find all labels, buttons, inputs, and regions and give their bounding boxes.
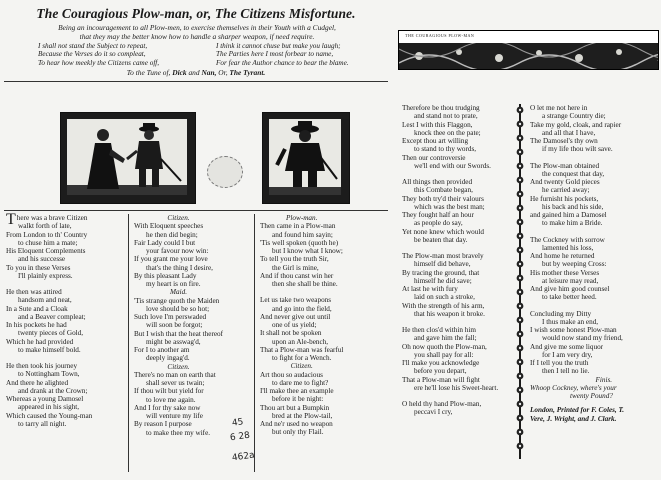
printer-imprint: London, Printed for F. Coles, T. xyxy=(530,406,625,415)
subtitle-line: that they may the better know how to handle a sharper weapon, if need require. xyxy=(79,31,315,41)
text-line: handsom and neat, xyxy=(18,296,72,305)
stanza xyxy=(402,400,498,417)
text-line: He then was attired xyxy=(6,288,62,296)
text-line: Yet none knew which would xyxy=(402,227,484,236)
text-line: I wish some honest Plow-man xyxy=(530,326,617,334)
text-line: That a Plow-man was fearful xyxy=(260,345,344,354)
text-line: might be asswag'd, xyxy=(146,337,201,346)
text-line: By tracing the ground, that xyxy=(402,268,480,277)
drop-cap: T xyxy=(6,211,16,228)
text-line: twenty pieces of Gold, xyxy=(18,329,84,338)
text-line: we'll end with our Swords. xyxy=(414,161,491,170)
text-line: love should be so hot; xyxy=(146,304,210,313)
intro-verse-right xyxy=(216,42,349,67)
text-line: then I tell no lie. xyxy=(542,367,590,376)
intro-verse-left xyxy=(38,42,159,67)
text-line: before it be night: xyxy=(272,395,324,404)
text-line: And give me some liquor xyxy=(530,342,604,351)
text-line: Which caused the Young-man xyxy=(6,411,93,420)
text-line: to stand to thy words, xyxy=(414,145,477,154)
stanza xyxy=(6,362,92,428)
text-line: They both try'd their valours xyxy=(402,194,484,203)
text-line: I thus make an end, xyxy=(542,317,599,326)
text-line: If you grant me your love xyxy=(134,255,208,264)
text-line: Thou art but a Bumpkin xyxy=(260,403,330,412)
subtitle-line: Being an incouragement to all Plow-men, to exercise themselves in their Youth with a Cudgel, xyxy=(58,23,336,32)
text-line: himself did behave, xyxy=(414,260,471,269)
stanza-gap xyxy=(402,244,498,252)
column-rule xyxy=(128,214,129,472)
text-line: as people do say, xyxy=(414,219,463,228)
woodcut-couple xyxy=(60,112,196,204)
text-line: Concluding my Ditty xyxy=(530,309,592,318)
text-line: They fought half an hour xyxy=(402,211,474,219)
text-line: and gave him the fall; xyxy=(414,334,477,343)
text-line: To tell you the truth Sir, xyxy=(260,255,329,264)
banner-caption-strip xyxy=(399,31,658,43)
text-line: The Plow-man most bravely xyxy=(402,252,484,260)
text-line: and go into the field, xyxy=(272,304,332,313)
text-line: and stand not to prate, xyxy=(414,112,478,121)
text-line: to take better heed. xyxy=(542,293,597,302)
text-line: his back and his side, xyxy=(542,202,604,211)
text-line: His mother these Verses xyxy=(530,268,600,277)
speaker-heading: Citizen. xyxy=(290,362,313,371)
stanza xyxy=(402,326,498,392)
text-line: And if thou canst win her xyxy=(260,271,334,280)
woodcut-frame xyxy=(67,119,187,195)
text-line: here was a brave Citizen xyxy=(16,214,88,222)
stanza xyxy=(530,162,624,228)
text-line: ere he'll lose his Sweet-heart. xyxy=(414,383,499,392)
text-line: From London to th' Country xyxy=(6,230,88,239)
tune-and: and xyxy=(188,68,200,77)
verse-line: For fear the Author chance to bear the blame. xyxy=(216,58,349,67)
text-column-2 xyxy=(134,214,223,437)
text-line: your favour now win: xyxy=(146,247,209,255)
text-line: But I wish that the heat thereof xyxy=(134,329,224,338)
text-line: but by weeping Cross: xyxy=(542,260,607,269)
woodcut-cavalier xyxy=(262,112,350,204)
text-line: In his pockets he had xyxy=(6,321,67,329)
tune-prefix: To the Tune of, xyxy=(126,68,171,77)
text-line: And I for thy sake now xyxy=(134,403,201,412)
tune-name-3: The Tyrant. xyxy=(229,68,266,77)
text-line: 'Tis well spoken (quoth he) xyxy=(260,238,339,247)
text-line: for I am very dry, xyxy=(542,350,593,359)
stanza xyxy=(530,236,624,302)
text-line: I'll plainly express. xyxy=(18,271,73,280)
text-line: The Plow-man obtained xyxy=(530,161,600,170)
stanza xyxy=(402,252,498,318)
text-line: at leisure may read, xyxy=(542,276,599,285)
handwritten-note: 45 xyxy=(231,417,245,429)
text-line: the conquest that day, xyxy=(542,169,605,178)
text-line: to tarry all night. xyxy=(18,419,67,428)
text-line: and all that I have, xyxy=(542,128,596,137)
text-line: laid on such a stroke, xyxy=(414,293,475,302)
text-line: then she shall be thine. xyxy=(272,280,338,288)
text-line: Then came in a Plow-man xyxy=(260,222,336,231)
text-line: that's the thing I desire, xyxy=(146,263,213,272)
tune-or: Or, xyxy=(218,68,228,77)
text-column-1 xyxy=(6,211,93,428)
text-line: be beaten that day. xyxy=(414,235,468,244)
verse-line: I think it cannot chuse but make you laugh; xyxy=(216,42,341,50)
ballad-subtitle xyxy=(12,24,382,41)
text-column-5 xyxy=(530,104,624,423)
text-line: before you depart, xyxy=(414,367,467,376)
stanza-gap xyxy=(530,228,624,236)
text-line: And twenty Gold pieces xyxy=(530,178,600,186)
body-rule xyxy=(4,210,388,211)
column-rule xyxy=(254,214,255,472)
left-page xyxy=(4,4,388,476)
text-line: he then did begin; xyxy=(146,230,198,239)
finis-mark: Finis. xyxy=(595,375,613,384)
text-line: that his weapon it broke. xyxy=(414,309,485,318)
text-line: O held thy hand Plow-man, xyxy=(402,400,482,408)
speaker-heading: Citizen. xyxy=(167,362,190,371)
text-line: to chuse him a mate; xyxy=(18,238,78,247)
text-line: knock thee on the pate; xyxy=(414,128,481,137)
text-line: to make himself bold. xyxy=(18,345,81,354)
text-line: And there he alighted xyxy=(6,378,69,387)
text-line: By this pleasant Lady xyxy=(134,271,197,280)
text-line: Which he had provided xyxy=(6,337,74,346)
text-line: Fair Lady could I but xyxy=(134,238,196,247)
woodcut-figures-icon xyxy=(67,119,187,195)
text-line: His Eloquent Complements xyxy=(6,247,86,255)
text-line: but only thy Flail. xyxy=(272,428,324,437)
text-line: Therefore be thou trudging xyxy=(402,104,480,112)
text-line: lamented his loss, xyxy=(542,243,594,252)
text-line: this Combate began, xyxy=(414,186,473,195)
ballad-title: The Couragious Plow-man, or, The Citizens Misfortune. xyxy=(36,6,356,21)
text-line: By reason I purpose xyxy=(134,420,192,429)
tune-name-1: Dick xyxy=(172,68,187,77)
text-line: my heart is on fire. xyxy=(146,280,201,288)
text-column-4 xyxy=(402,104,498,417)
stanza xyxy=(6,288,92,354)
woodcut-cavalier-icon xyxy=(269,119,341,195)
text-line: the Girl is mine, xyxy=(272,263,319,272)
text-line: That a Plow-man will fight xyxy=(402,375,480,384)
handwritten-note: 462a xyxy=(231,450,256,464)
text-line: Oh now quoth the Plow-man, xyxy=(402,342,487,351)
handwritten-note: 6 28 xyxy=(229,430,251,444)
text-line: upon an Ale-bench, xyxy=(272,337,329,346)
text-line: Let us take two weapons xyxy=(260,296,332,305)
right-page xyxy=(398,4,657,476)
text-line: peccavi I cry, xyxy=(414,408,453,417)
text-line: to make him a Bride. xyxy=(542,219,603,228)
text-line: The Damosel's thy own xyxy=(530,137,598,145)
text-line: He furnisht his pockets, xyxy=(530,194,599,203)
stanza-gap xyxy=(530,302,624,310)
verse-line: The Parties here I most forbear to name, xyxy=(216,50,334,59)
text-line: he carried away; xyxy=(542,186,590,195)
verse-line: To hear how meekly the Citizens came off, xyxy=(38,58,160,67)
text-line: bred at the Plow-tail, xyxy=(272,411,333,420)
text-line: Whereas a young Damosel xyxy=(6,395,84,403)
text-line: Lest I with this Flaggon, xyxy=(402,120,473,129)
text-line: to make thee my wife. xyxy=(146,428,211,437)
closing-line: Whoop Cockney, where's your xyxy=(530,383,617,392)
text-line: For I to another am xyxy=(134,346,190,354)
text-line: to Nottingham Town, xyxy=(18,370,80,379)
text-line: It shall not be spoken xyxy=(260,329,322,338)
stanza xyxy=(402,104,498,170)
text-line: you shall pay for all: xyxy=(414,350,474,359)
text-line: I'll make you acknowledge xyxy=(402,359,480,367)
text-line: In a Sute and a Cloak xyxy=(6,304,68,313)
text-line: To you in these Verses xyxy=(6,263,71,272)
tune-name-2: Nan, xyxy=(201,68,217,77)
floral-ornament-icon xyxy=(399,43,658,69)
woodcut-frame xyxy=(269,119,341,195)
text-line: He then took his journey xyxy=(6,362,78,370)
text-line: The Cockney with sorrow xyxy=(530,235,605,244)
text-line: And never give out until xyxy=(260,312,331,321)
text-line: a strange Country die; xyxy=(542,112,606,121)
speaker-heading: Citizen. xyxy=(167,214,190,222)
text-line: to dare me to fight? xyxy=(272,378,329,387)
ornamental-banner xyxy=(398,30,659,70)
text-line: He then clos'd within him xyxy=(402,326,476,334)
text-line: Such love I'm perswaded xyxy=(134,313,207,321)
text-line: And ne'r used no weapon xyxy=(260,420,333,428)
text-line: to fight for a Wench. xyxy=(272,354,332,362)
closing-line: twenty Pound? xyxy=(570,392,613,400)
text-line: deeply ingag'd. xyxy=(146,354,190,363)
verse-line: Because the Verses do it so compleat, xyxy=(38,50,146,59)
tune-line xyxy=(4,68,388,77)
speaker-heading: Maid. xyxy=(170,288,187,297)
text-line: and gained him a Damosel xyxy=(530,211,607,219)
text-line: and his successe xyxy=(18,255,66,264)
text-line: With the strength of his arm, xyxy=(402,301,485,310)
text-line: will venture my life xyxy=(146,412,203,420)
verse-line: I shall not stand the Subject to repeat, xyxy=(38,42,148,50)
stanza xyxy=(530,310,624,376)
text-line: to love me again. xyxy=(146,395,196,404)
text-line: There's no man on earth that xyxy=(134,370,216,379)
ornamental-divider-icon xyxy=(515,104,525,459)
text-line: appeared in his sight, xyxy=(18,403,80,412)
stanza xyxy=(6,211,92,280)
text-line: and a Beaver compleat; xyxy=(18,312,86,321)
text-line: O let me not here in xyxy=(530,104,588,112)
header-rule xyxy=(4,81,388,82)
text-line: All things then provided xyxy=(402,178,473,186)
text-line: one of us yield; xyxy=(272,321,317,329)
stanza-gap xyxy=(402,318,498,326)
stanza-gap xyxy=(530,154,624,162)
text-line: I'll make thee an example xyxy=(260,387,334,395)
printer-imprint: Vere, J. Wright, and J. Clark. xyxy=(530,414,617,423)
stanza-gap xyxy=(402,170,498,178)
text-line: himself he did save; xyxy=(414,276,472,285)
library-stamp-icon xyxy=(207,156,243,188)
stanza xyxy=(402,178,498,244)
text-line: walkt forth of late, xyxy=(18,222,72,231)
text-line: shall sever us twain; xyxy=(146,379,205,387)
text-line: if my life thou wilt save. xyxy=(542,145,613,154)
text-line: would now stand my friend, xyxy=(542,334,623,343)
text-line: 'Tis strange quoth the Maiden xyxy=(134,296,220,305)
col5-stanzas xyxy=(530,104,624,376)
text-line: At last he with fury xyxy=(402,285,458,293)
text-line: With Eloquent speeches xyxy=(134,222,204,231)
text-line: and drank at the Crown; xyxy=(18,386,88,395)
speaker-heading: Plow-man. xyxy=(286,214,318,222)
stanza xyxy=(530,104,624,154)
text-line: will soon be forgot; xyxy=(146,321,203,330)
text-line: If thou wilt but yield for xyxy=(134,387,204,396)
text-line: Then our controversie xyxy=(402,153,466,162)
stanza-gap xyxy=(260,288,343,296)
banner-caption: THE COURAGIOUS PLOW-MAN xyxy=(405,33,475,38)
text-line: Except thou art willing xyxy=(402,137,469,145)
text-line: And home he returned xyxy=(530,252,595,260)
text-column-3 xyxy=(260,214,343,437)
text-line: And give him good counsel xyxy=(530,285,610,293)
stanza-gap xyxy=(402,392,498,400)
text-line: If I tell you the truth xyxy=(530,359,589,367)
text-line: which was the best man; xyxy=(414,202,485,211)
text-line: and found him sayin; xyxy=(272,230,333,239)
text-line: Take my gold, cloak, and rapier xyxy=(530,120,622,129)
text-line: but I know what I know; xyxy=(272,247,343,255)
text-line: Art thou so audacious xyxy=(260,370,323,379)
